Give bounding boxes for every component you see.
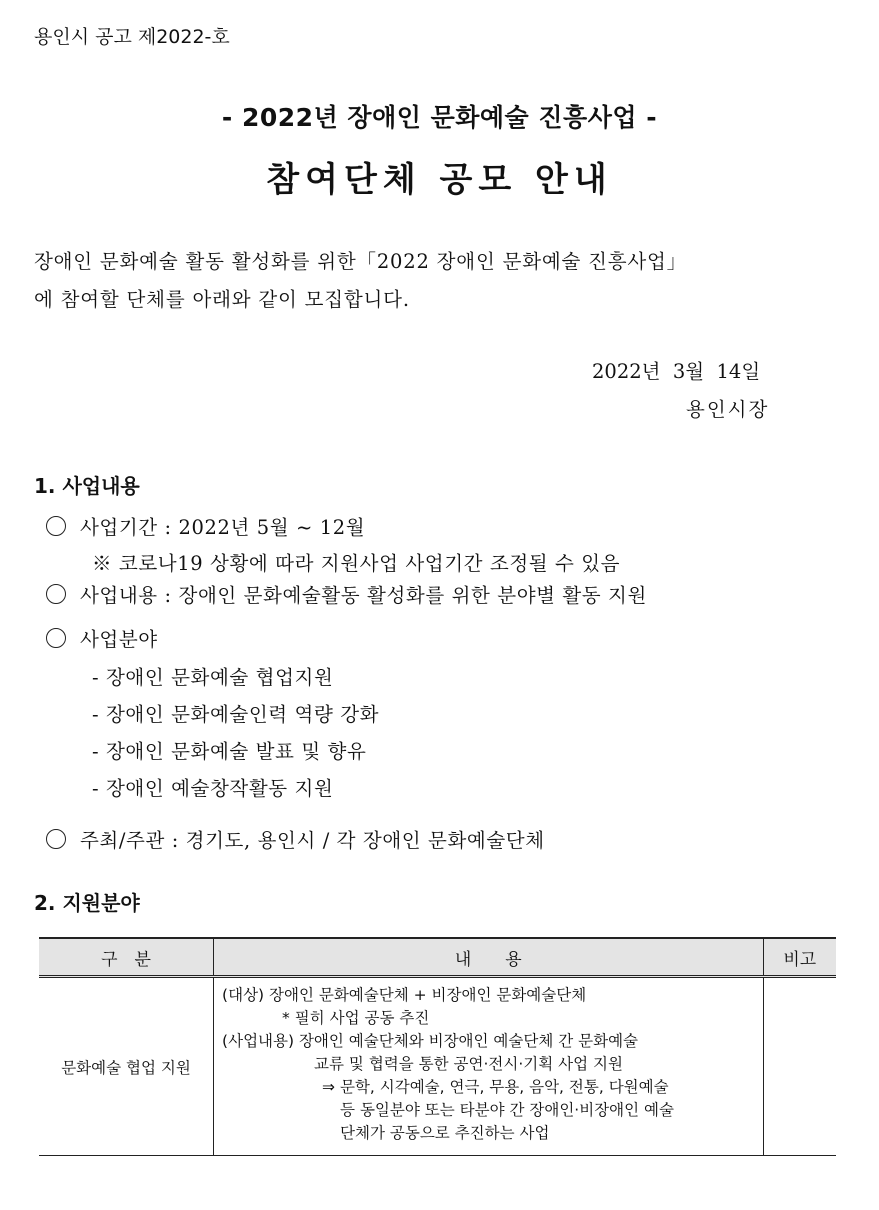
content-line: (대상) 장애인 문화예술단체 + 비장애인 문화예술단체 [222,986,587,1004]
field-list-item: - 장애인 문화예술 발표 및 향유 [92,740,367,763]
issuer-name: 용인시장 [686,398,770,421]
field-list-item: - 장애인 문화예술인력 역량 강화 [92,703,380,726]
circle-bullet-icon [46,516,66,536]
header-category: 구 분 [39,938,214,977]
support-table [39,937,836,1156]
content-line: 교류 및 협력을 통한 공연·전시·기획 사업 지원 [314,1055,623,1073]
intro-line-2: 에 참여할 단체를 아래와 같이 모집합니다. [34,288,410,311]
period-text: 사업기간 : 2022년 5월 ~ 12월 [80,516,366,539]
header-note: 비고 [763,938,836,977]
circle-bullet-icon [46,829,66,849]
document-subtitle: - 2022년 장애인 문화예술 진흥사업 - [221,103,658,132]
notice-number: 용인시 공고 제2022-호 [34,26,230,48]
period-note: ※ 코로나19 상황에 따라 지원사업 사업기간 조정될 수 있음 [92,552,621,575]
organizer-item [46,825,545,853]
content-item [46,580,647,608]
content-line: ⇒ 문학, 시각예술, 연극, 무용, 음악, 전통, 다원예술 [322,1078,669,1096]
intro-paragraph [34,243,687,319]
content-line: 등 동일분야 또는 타분야 간 장애인·비장애인 예술 [340,1101,674,1119]
content-line: 단체가 공동으로 추진하는 사업 [340,1124,550,1142]
document-title: 참여단체 공모 안내 [266,160,613,200]
fields-label: 사업분야 [80,628,158,651]
period-item [46,512,365,540]
content-line: * 필히 사업 공동 추진 [282,1009,430,1027]
table-row [39,977,836,1156]
field-list-item: - 장애인 문화예술 협업지원 [92,666,334,689]
circle-bullet-icon [46,628,66,648]
table-header-row [39,938,836,977]
content-text: 사업내용 : 장애인 문화예술활동 활성화를 위한 분야별 활동 지원 [80,584,647,607]
section-1-heading: 1. 사업내용 [34,474,140,498]
row-note [763,977,836,1156]
row-content [214,977,763,1156]
announcement-date: 2022년 3월 14일 [592,360,761,383]
header-content: 내 용 [214,938,763,977]
fields-item [46,624,158,652]
section-2-heading: 2. 지원분야 [34,891,140,915]
intro-line-1: 장애인 문화예술 활동 활성화를 위한「2022 장애인 문화예술 진흥사업」 [34,250,687,273]
row-category: 문화예술 협업 지원 [39,977,214,1156]
organizer-text: 주최/주관 : 경기도, 용인시 / 각 장애인 문화예술단체 [80,829,545,852]
content-line: (사업내용) 장애인 예술단체와 비장애인 예술단체 간 문화예술 [222,1032,639,1050]
field-list-item: - 장애인 예술창작활동 지원 [92,777,334,800]
circle-bullet-icon [46,584,66,604]
